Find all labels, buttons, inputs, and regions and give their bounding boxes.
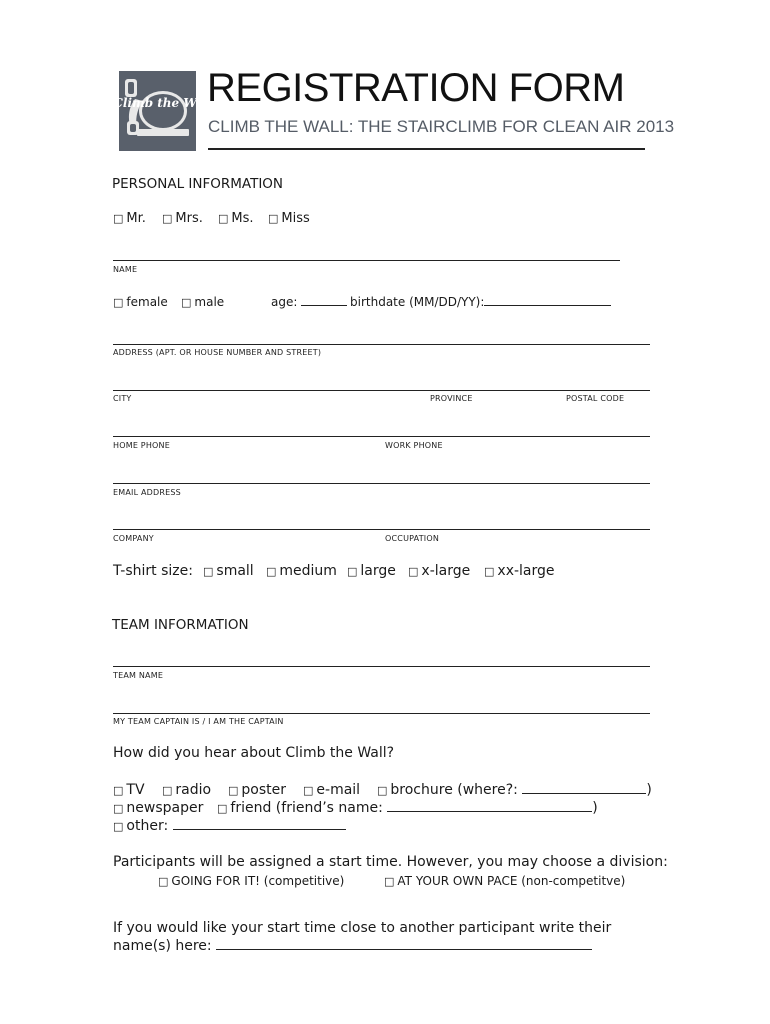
email-label: EMAIL ADDRESS	[113, 488, 181, 497]
team-captain-label: MY TEAM CAPTAIN IS / I AM THE CAPTAIN	[113, 717, 284, 726]
checkbox-icon: □	[217, 802, 228, 815]
checkbox-icon: □	[113, 296, 124, 309]
page-title: REGISTRATION FORM	[207, 66, 625, 110]
checkbox-icon: □	[218, 212, 229, 225]
start-time-name-field	[113, 938, 592, 954]
company-label: COMPANY	[113, 534, 154, 543]
start-time-instruction: If you would like your start time close to another participant write their	[113, 920, 612, 936]
checkbox-icon: □	[408, 565, 419, 578]
hear-friend-option[interactable]: □ friend (friend’s name: )	[217, 800, 598, 816]
checkbox-icon: □	[203, 565, 214, 578]
friend-name-blank[interactable]	[387, 811, 592, 812]
start-time-names-blank[interactable]	[216, 949, 592, 950]
age-field	[271, 295, 347, 309]
tshirt-small-option[interactable]: □ small	[203, 563, 254, 579]
age-label: age:	[271, 295, 298, 309]
hear-about-question: How did you hear about Climb the Wall?	[113, 745, 395, 761]
salutation-mrs-option[interactable]: □ Mrs.	[162, 211, 203, 226]
checkbox-icon: □	[162, 212, 173, 225]
salutation-miss-option[interactable]: □ Miss	[268, 211, 310, 226]
gender-male-option[interactable]: □ male	[181, 295, 225, 309]
checkbox-icon: □	[228, 784, 239, 797]
team-name-label: TEAM NAME	[113, 671, 164, 680]
checkbox-icon: □	[384, 875, 395, 888]
title-divider	[208, 148, 645, 150]
city-province-postal-line[interactable]	[113, 390, 650, 391]
address-field-line[interactable]	[113, 344, 650, 345]
occupation-label: OCCUPATION	[385, 534, 440, 543]
age-blank[interactable]	[301, 305, 347, 306]
phone-field-line[interactable]	[113, 436, 650, 437]
city-label: CITY	[113, 394, 132, 403]
checkbox-icon: □	[181, 296, 192, 309]
tshirt-size-label: T-shirt size:	[113, 563, 193, 579]
checkbox-icon: □	[268, 212, 279, 225]
climb-the-wall-logo-graphic	[113, 71, 213, 151]
checkbox-icon: □	[113, 820, 124, 833]
salutation-ms-option[interactable]: □ Ms.	[218, 211, 254, 226]
province-label: PROVINCE	[430, 394, 473, 403]
hear-other-option[interactable]: □ other:	[113, 818, 346, 834]
hear-brochure-option[interactable]: □ brochure (where?: )	[377, 782, 652, 798]
hear-tv-option[interactable]: □ TV	[113, 782, 145, 798]
division-own-pace-option[interactable]: □ AT YOUR OWN PACE (non-competitve)	[384, 874, 626, 888]
tshirt-large-option[interactable]: □ large	[347, 563, 396, 579]
logo-text: Climb the Wall	[113, 96, 213, 110]
checkbox-icon: □	[303, 784, 314, 797]
checkbox-icon: □	[266, 565, 277, 578]
checkbox-icon: □	[347, 565, 358, 578]
tshirt-xlarge-option[interactable]: □ x-large	[408, 563, 471, 579]
division-statement: Participants will be assigned a start time. However, you may choose a division:	[113, 854, 668, 870]
hear-radio-option[interactable]: □ radio	[162, 782, 212, 798]
home-phone-label: HOME PHONE	[113, 441, 170, 450]
team-name-line[interactable]	[113, 666, 650, 667]
hear-poster-option[interactable]: □ poster	[228, 782, 287, 798]
email-field-line[interactable]	[113, 483, 650, 484]
work-phone-label: WORK PHONE	[385, 441, 443, 450]
division-competitive-option[interactable]: □ GOING FOR IT! (competitive)	[158, 874, 345, 888]
checkbox-icon: □	[377, 784, 388, 797]
company-occupation-line[interactable]	[113, 529, 650, 530]
close-paren: )	[646, 782, 652, 798]
hear-newspaper-option[interactable]: □ newspaper	[113, 800, 204, 816]
name-field-line[interactable]	[113, 260, 620, 261]
address-label: ADDRESS (APT. OR HOUSE NUMBER AND STREET)	[113, 348, 322, 357]
start-time-name-label: name(s) here:	[113, 938, 212, 954]
gender-female-option[interactable]: □ female	[113, 295, 168, 309]
team-info-heading: TEAM INFORMATION	[112, 617, 249, 633]
checkbox-icon: □	[113, 212, 124, 225]
other-blank[interactable]	[173, 829, 346, 830]
checkbox-icon: □	[484, 565, 495, 578]
birthdate-blank[interactable]	[484, 305, 611, 306]
checkbox-icon: □	[158, 875, 169, 888]
checkbox-icon: □	[113, 802, 124, 815]
tshirt-medium-option[interactable]: □ medium	[266, 563, 337, 579]
close-paren: )	[592, 800, 598, 816]
checkbox-icon: □	[162, 784, 173, 797]
postal-code-label: POSTAL CODE	[566, 394, 625, 403]
hear-email-option[interactable]: □ e-mail	[303, 782, 361, 798]
tshirt-xxlarge-option[interactable]: □ xx-large	[484, 563, 555, 579]
logo	[113, 71, 213, 151]
team-captain-line[interactable]	[113, 713, 650, 714]
personal-info-heading: PERSONAL INFORMATION	[112, 176, 284, 192]
checkbox-icon: □	[113, 784, 124, 797]
name-label: NAME	[113, 265, 138, 274]
salutation-mr-option[interactable]: □ Mr.	[113, 211, 146, 226]
birthdate-field	[350, 295, 611, 309]
brochure-where-blank[interactable]	[522, 793, 646, 794]
birthdate-label: birthdate (MM/DD/YY):	[350, 295, 485, 309]
page-subtitle: CLIMB THE WALL: THE STAIRCLIMB FOR CLEAN AIR 2013	[208, 117, 675, 136]
